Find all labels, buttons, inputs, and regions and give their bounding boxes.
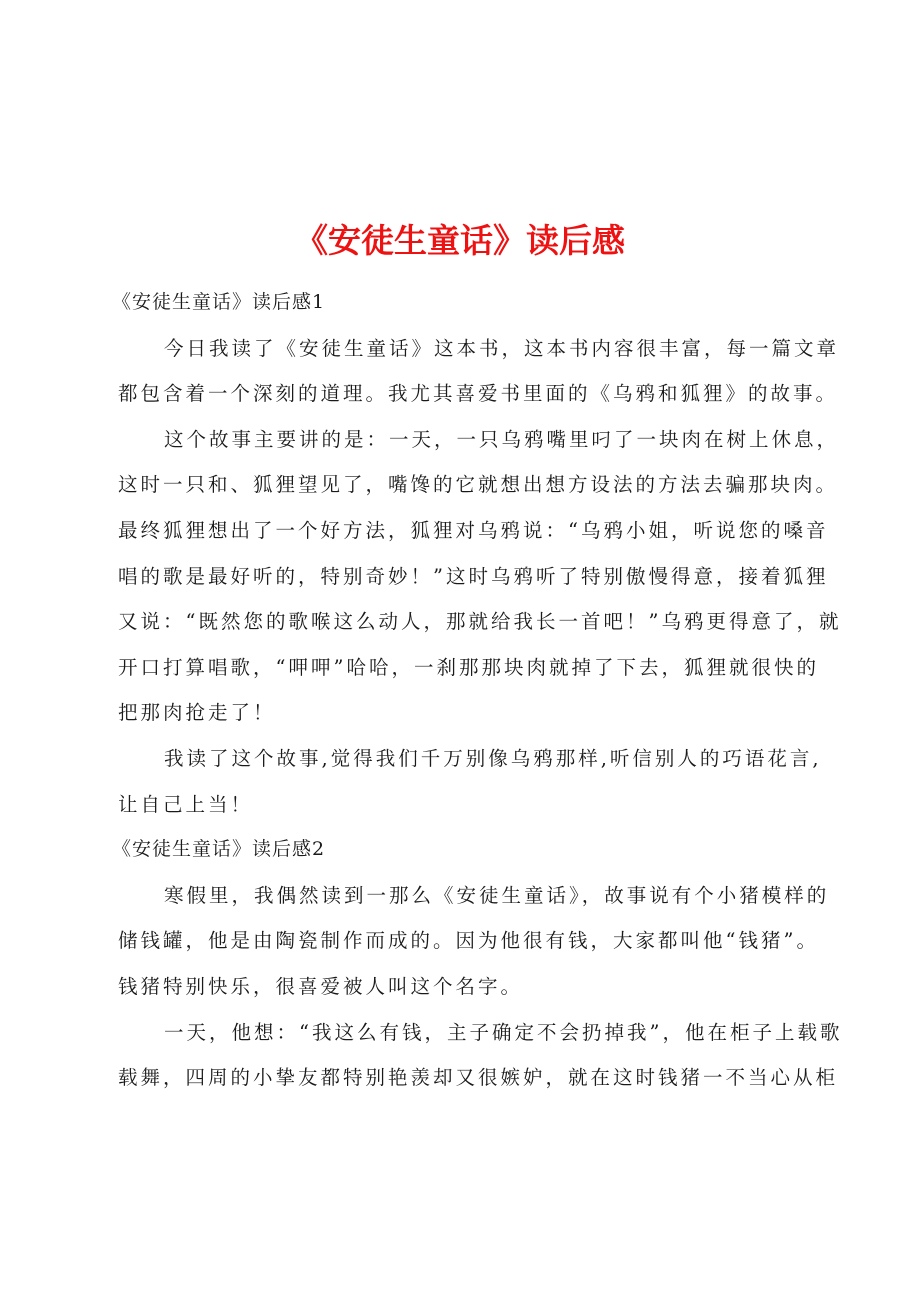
document-body <box>112 280 843 1101</box>
text-line: 寒假里，我偶然读到一那么《安徒生童话》，故事说有个小猪模样的 <box>164 883 830 907</box>
text-line: 一天，他想：“我这么有钱，主子确定不会扔掉我”，他在柜子上载歌 <box>164 1020 843 1044</box>
paragraph <box>118 873 830 1010</box>
section-heading: 《安徒生童话》读后感1 <box>112 291 326 313</box>
paragraph <box>118 1010 843 1101</box>
text-line: 把那肉抢走了！ <box>118 701 276 725</box>
text-line: 都包含着一个深刻的道理。我尤其喜爱书里面的《乌鸦和狐狸》的故事。 <box>118 382 839 406</box>
section-1 <box>112 280 842 827</box>
text-line: 唱的歌是最好听的，特别奇妙！”这时乌鸦听了特别傲慢得意，接着狐狸 <box>118 564 829 588</box>
text-line: 又说：“既然您的歌喉这么动人，那就给我长一首吧！”乌鸦更得意了，就 <box>118 610 842 634</box>
paragraph <box>118 417 842 736</box>
section-heading: 《安徒生童话》读后感2 <box>112 838 326 861</box>
text-line: 这个故事主要讲的是：一天，一只乌鸦嘴里叼了一块肉在树上休息， <box>164 427 840 451</box>
text-line: 最终狐狸想出了一个好方法，狐狸对乌鸦说：“乌鸦小姐，听说您的嗓音 <box>118 518 829 542</box>
text-line: 载舞，四周的小挚友都特别艳羡却又很嫉妒，就在这时钱猪一不当心从柜 <box>118 1066 839 1090</box>
text-line: 储钱罐，他是由陶瓷制作而成的。因为他很有钱，大家都叫他“钱猪”。 <box>118 929 819 953</box>
text-line: 钱猪特别快乐，很喜爱被人叫这个名字。 <box>118 974 524 998</box>
text-line: 这时一只和、狐狸望见了，嘴馋的它就想出想方设法的方法去骗那块肉。 <box>118 473 839 497</box>
document-title: 《安徒生童话》读后感 <box>295 221 625 261</box>
text-line: 让自己上当！ <box>118 792 254 816</box>
paragraph <box>118 736 822 827</box>
text-line: 开口打算唱歌，“呷呷”哈哈，一刹那那块肉就掉了下去，狐狸就很快的 <box>118 655 819 679</box>
paragraph <box>118 326 840 417</box>
text-line: 今日我读了《安徒生童话》这本书，这本书内容很丰富，每一篇文章 <box>164 336 840 360</box>
text-line: 我读了这个故事,觉得我们千万别像乌鸦那样,听信别人的巧语花言, <box>164 746 822 770</box>
section-2 <box>112 827 843 1101</box>
